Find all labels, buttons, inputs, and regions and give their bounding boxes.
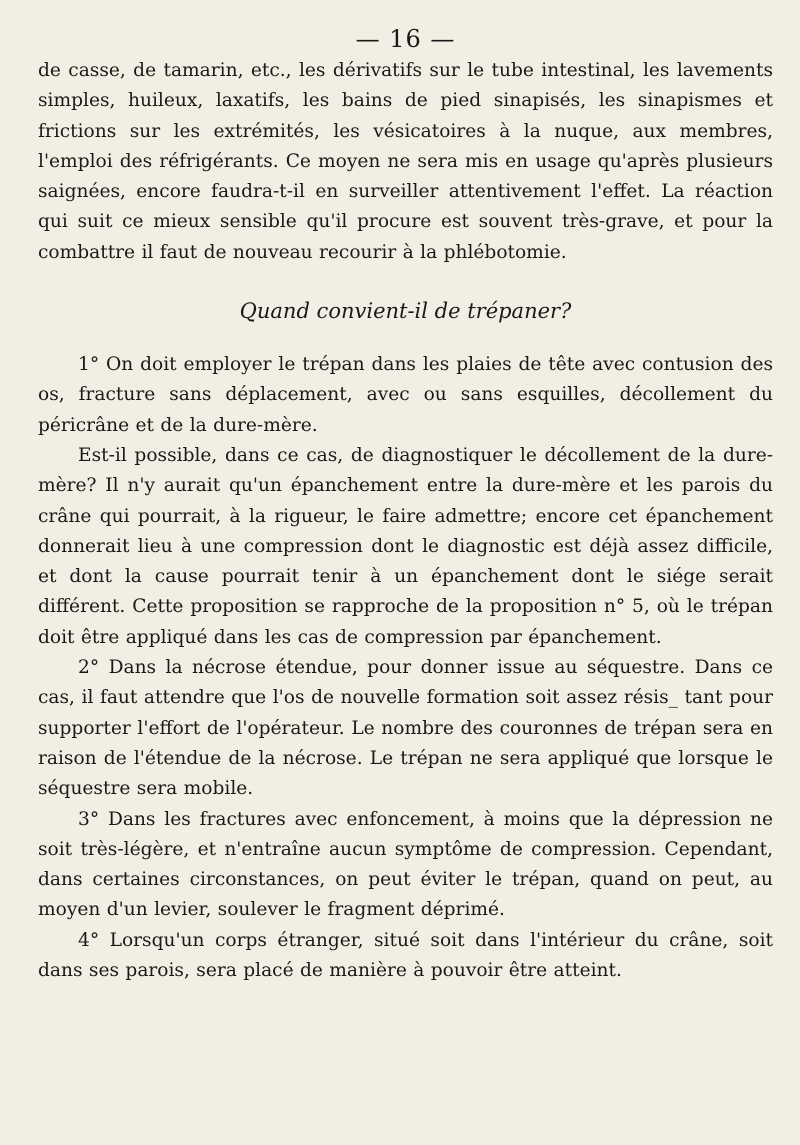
page-number: — 16 —: [355, 25, 456, 53]
section-heading: Quand convient-il de trépaner?: [239, 299, 572, 324]
paragraph-4: 3° Dans les fractures avec enfoncement, à moins que la dépression ne soit très-légère, et n'entraîne aucun symptôme de compression. Cependant, dans certaines circonstances, on peut éviter le trépan, quand on peut, au moyen d'un levier, soulever le fragment déprimé.: [38, 808, 773, 921]
paragraph-2: Est-il possible, dans ce cas, de diagnostiquer le décollement de la dure-mère? Il n'y aurait qu'un épanchement entre la dure-mère et les parois du crâne qui pourrait, à la rigueur, le faire admettre; encore cet épanchement donnerait lieu à une compression dont le diagnostic est déjà assez difficile, et dont la cause pourrait tenir à un épanchement dont le siége serait différent. Cette proposition se rapproche de la proposition n° 5, où le trépan doit être appliqué dans les cas de compression par épanchement.: [38, 444, 773, 648]
intro-paragraph: de casse, de tamarin, etc., les dérivatifs sur le tube intestinal, les lavements simples, huileux, laxatifs, les bains de pied sinapisés, les sinapismes et frictions sur les extrémités, les vésicatoires à la nuque, aux membres, l'emploi des réfrigérants. Ce moyen ne sera mis en usage qu'après plusieurs saignées, encore faudra-t-il en surveiller attentivement l'effet. La réaction qui suit ce mieux sensible qu'il procure est souvent très-grave, et pour la combattre il faut de nouveau recourir à la phlébotomie.: [38, 60, 773, 263]
paragraph-3: 2° Dans la nécrose étendue, pour donner issue au séquestre. Dans ce cas, il faut attendre que l'os de nouvelle formation soit assez résis_ tant pour supporter l'effort de l'opérateur. Le nombre des couronnes de trépan sera en raison de l'étendue de la nécrose. Le trépan ne sera appliqué que lorsque le séquestre sera mobile.: [38, 657, 773, 800]
paragraph-5: 4° Lorsqu'un corps étranger, situé soit dans l'intérieur du crâne, soit dans ses parois, sera placé de manière à pouvoir être atteint.: [38, 929, 773, 982]
document-page: [38, 24, 773, 986]
paragraph-1: 1° On doit employer le trépan dans les plaies de tête avec contusion des os, fracture sans déplacement, avec ou sans esquilles, décollement du péricrâne et de la dure-mère.: [38, 354, 773, 436]
